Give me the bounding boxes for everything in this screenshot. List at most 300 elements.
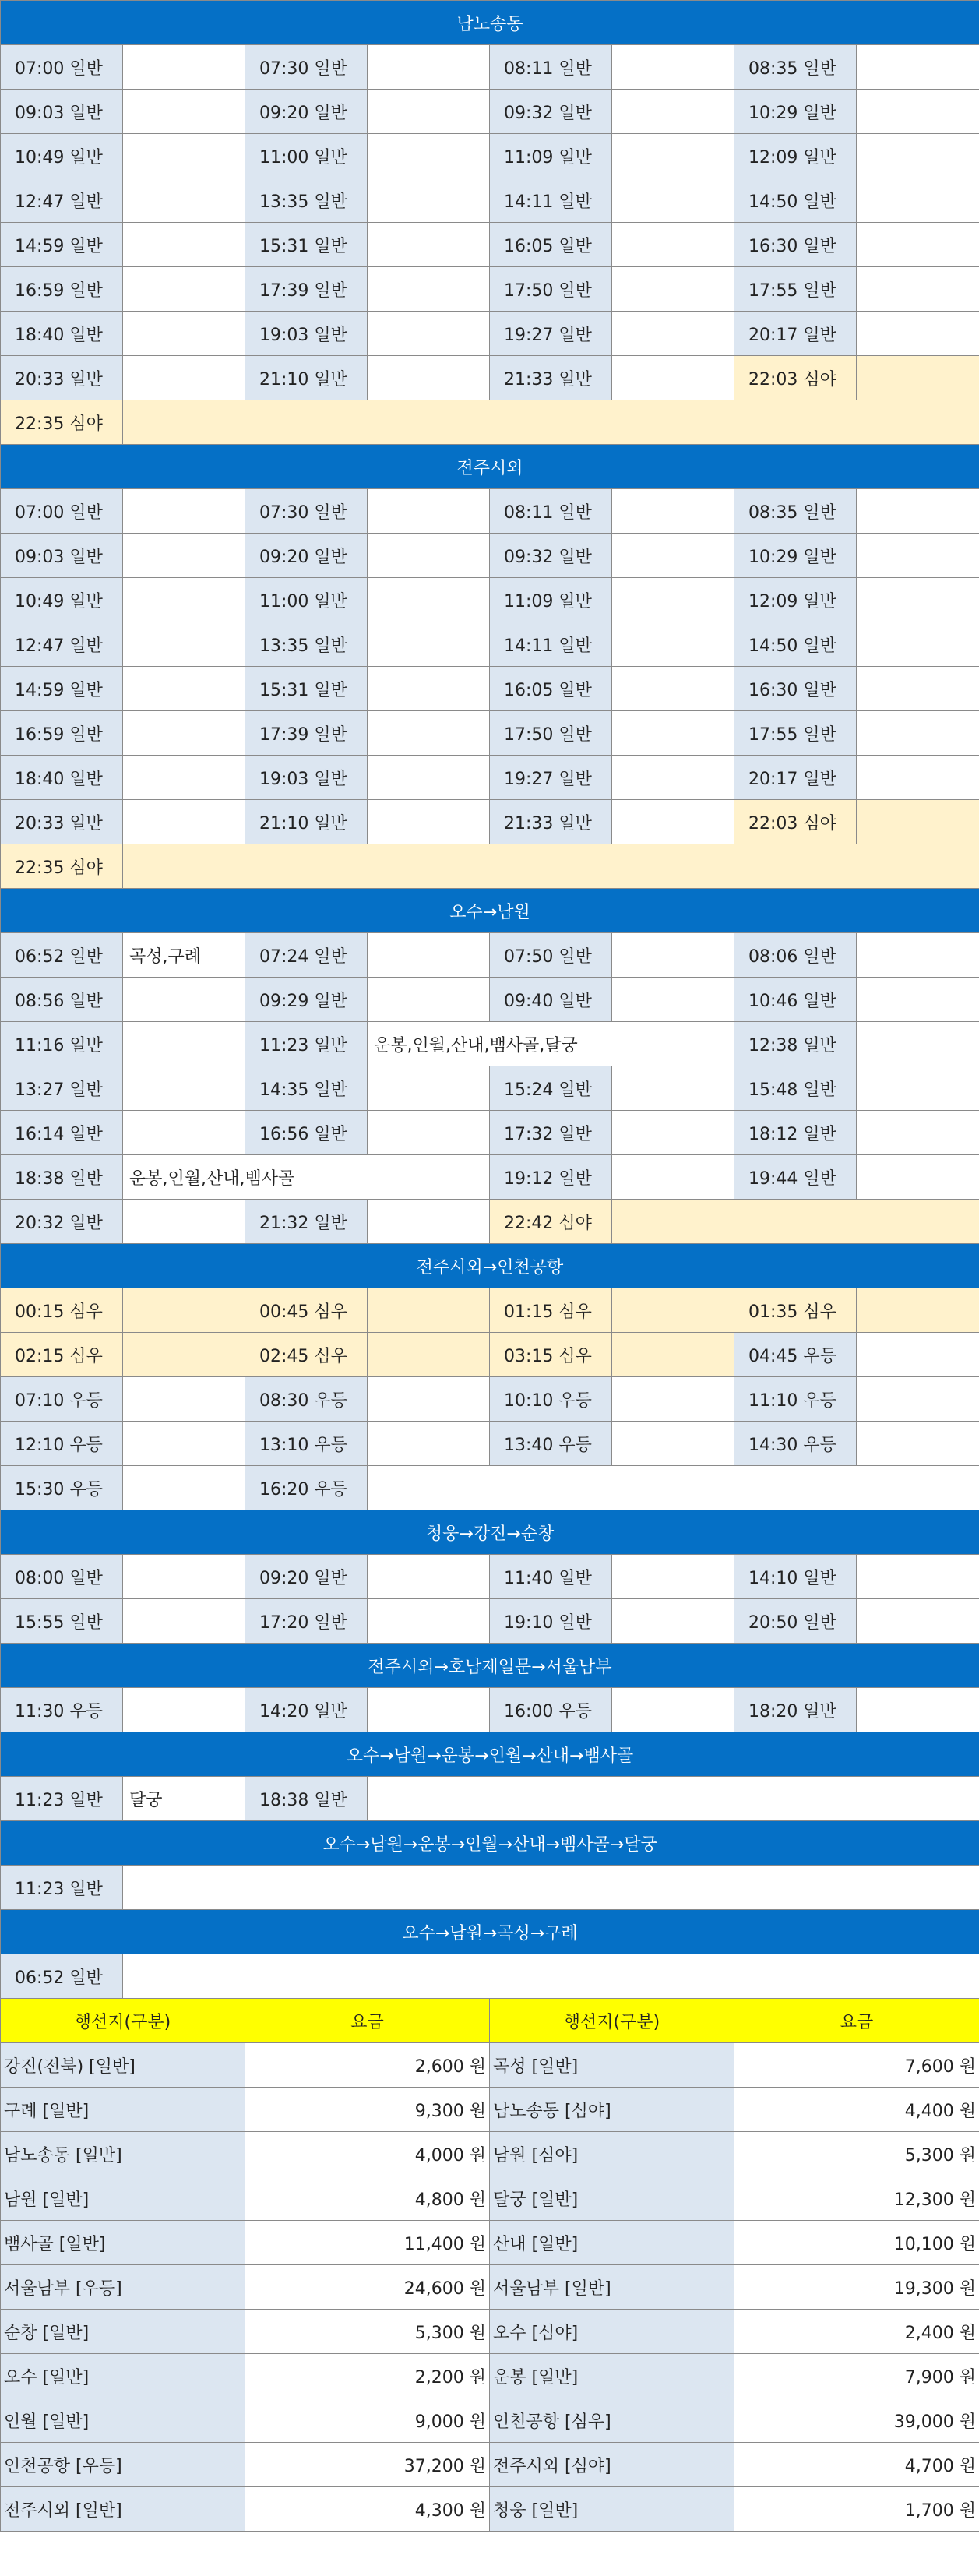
- route-note: [123, 578, 245, 622]
- schedule-row: [1, 1954, 979, 1999]
- route-note: [368, 1599, 490, 1644]
- section-title: 청웅→강진→순창: [1, 1510, 979, 1555]
- route-note: [857, 667, 979, 711]
- schedule-row: [1, 90, 979, 134]
- section-title: 오수→남원→운봉→인월→산내→뱀사골→달궁: [1, 1821, 979, 1866]
- route-note: [857, 489, 979, 534]
- route-note: [123, 534, 245, 578]
- route-note: [368, 1466, 979, 1510]
- schedule-row: [1, 1377, 979, 1422]
- route-note: [612, 1555, 734, 1599]
- fare-row: [1, 2487, 979, 2532]
- route-note: [368, 356, 490, 400]
- route-note: [612, 1066, 734, 1111]
- departure-time: 09:29 일반: [245, 978, 368, 1022]
- departure-time: 08:06 일반: [734, 933, 857, 978]
- route-note: [857, 1288, 979, 1333]
- route-note: [123, 1555, 245, 1599]
- route-note: [368, 489, 490, 534]
- route-note: [857, 1599, 979, 1644]
- route-note: [123, 400, 979, 445]
- fare-destination: 오수 [심야]: [490, 2310, 734, 2354]
- schedule-row: [1, 400, 979, 445]
- departure-time: 07:50 일반: [490, 933, 612, 978]
- fare-price: 2,400 원: [734, 2310, 979, 2354]
- departure-time: 07:30 일반: [245, 45, 368, 90]
- schedule-row: [1, 45, 979, 90]
- departure-time: 12:09 일반: [734, 578, 857, 622]
- departure-time: 14:50 일반: [734, 622, 857, 667]
- fare-price: 5,300 원: [245, 2310, 490, 2354]
- departure-time: 14:11 일반: [490, 178, 612, 223]
- fare-price: 10,100 원: [734, 2221, 979, 2265]
- fare-price: 37,200 원: [245, 2443, 490, 2487]
- departure-time: 06:52 일반: [1, 933, 123, 978]
- departure-time: 02:15 심우: [1, 1333, 123, 1377]
- route-note: [123, 1599, 245, 1644]
- departure-time: 21:10 일반: [245, 800, 368, 844]
- departure-time: 08:35 일반: [734, 45, 857, 90]
- departure-time: 07:10 우등: [1, 1377, 123, 1422]
- departure-time: 21:10 일반: [245, 356, 368, 400]
- departure-time: 16:59 일반: [1, 711, 123, 756]
- route-note: 운봉,인월,산내,뱀사골: [123, 1155, 490, 1200]
- schedule-row: [1, 933, 979, 978]
- schedule-row: [1, 134, 979, 178]
- route-note: [612, 356, 734, 400]
- departure-time: 17:55 일반: [734, 711, 857, 756]
- departure-time: 01:15 심우: [490, 1288, 612, 1333]
- schedule-row: [1, 178, 979, 223]
- schedule-row: [1, 1288, 979, 1333]
- route-note: [612, 1688, 734, 1732]
- fare-destination: 서울남부 [일반]: [490, 2265, 734, 2310]
- departure-time: 11:23 일반: [1, 1866, 123, 1910]
- fare-price: 2,200 원: [245, 2354, 490, 2398]
- departure-time: 22:35 심야: [1, 844, 123, 889]
- route-note: 달궁: [123, 1777, 245, 1821]
- fare-price-header: 요금: [734, 1999, 979, 2043]
- departure-time: 08:00 일반: [1, 1555, 123, 1599]
- route-note: [612, 622, 734, 667]
- departure-time: 15:31 일반: [245, 667, 368, 711]
- route-note: [857, 1066, 979, 1111]
- departure-time: 09:20 일반: [245, 1555, 368, 1599]
- fare-row: [1, 2088, 979, 2132]
- departure-time: 01:35 심우: [734, 1288, 857, 1333]
- route-note: [123, 1333, 245, 1377]
- fare-price: 5,300 원: [734, 2132, 979, 2176]
- route-note: [123, 711, 245, 756]
- fare-destination-header: 행선지(구분): [490, 1999, 734, 2043]
- departure-time: 09:32 일반: [490, 534, 612, 578]
- departure-time: 10:10 우등: [490, 1377, 612, 1422]
- route-note: 곡성,구례: [123, 933, 245, 978]
- departure-time: 19:10 일반: [490, 1599, 612, 1644]
- section-header-row: [1, 1644, 979, 1688]
- fare-destination: 순창 [일반]: [1, 2310, 245, 2354]
- section-header-row: [1, 1821, 979, 1866]
- fare-destination: 남원 [심야]: [490, 2132, 734, 2176]
- route-note: [123, 1377, 245, 1422]
- schedule-row: [1, 223, 979, 267]
- departure-time: 15:30 우등: [1, 1466, 123, 1510]
- route-note: 운봉,인월,산내,뱀사골,달궁: [368, 1022, 734, 1066]
- route-note: [368, 1333, 490, 1377]
- route-note: [123, 45, 245, 90]
- fare-destination: 청웅 [일반]: [490, 2487, 734, 2532]
- fare-price: 4,000 원: [245, 2132, 490, 2176]
- schedule-row: [1, 578, 979, 622]
- route-note: [368, 1200, 490, 1244]
- departure-time: 12:38 일반: [734, 1022, 857, 1066]
- route-note: [612, 1422, 734, 1466]
- route-note: [857, 178, 979, 223]
- route-note: [123, 1422, 245, 1466]
- section-header-row: [1, 1244, 979, 1288]
- departure-time: 22:42 심야: [490, 1200, 612, 1244]
- route-note: [123, 312, 245, 356]
- route-note: [612, 178, 734, 223]
- departure-time: 11:23 일반: [245, 1022, 368, 1066]
- route-note: [857, 1155, 979, 1200]
- departure-time: 13:10 우등: [245, 1422, 368, 1466]
- route-note: [857, 756, 979, 800]
- departure-time: 08:11 일반: [490, 489, 612, 534]
- section-header-row: [1, 1510, 979, 1555]
- fare-destination: 남노송동 [심야]: [490, 2088, 734, 2132]
- route-note: [368, 267, 490, 312]
- departure-time: 11:23 일반: [1, 1777, 123, 1821]
- route-note: [612, 534, 734, 578]
- route-note: [123, 1066, 245, 1111]
- departure-time: 18:38 일반: [1, 1155, 123, 1200]
- section-header-row: [1, 445, 979, 489]
- route-note: [857, 223, 979, 267]
- departure-time: 17:39 일반: [245, 711, 368, 756]
- route-note: [368, 223, 490, 267]
- departure-time: 21:33 일반: [490, 356, 612, 400]
- departure-time: 19:27 일반: [490, 756, 612, 800]
- departure-time: 15:31 일반: [245, 223, 368, 267]
- section-title: 오수→남원: [1, 889, 979, 933]
- departure-time: 20:33 일반: [1, 800, 123, 844]
- fare-price-header: 요금: [245, 1999, 490, 2043]
- departure-time: 17:20 일반: [245, 1599, 368, 1644]
- departure-time: 18:12 일반: [734, 1111, 857, 1155]
- route-note: [857, 711, 979, 756]
- section-title: 전주시외→인천공항: [1, 1244, 979, 1288]
- departure-time: 08:30 우등: [245, 1377, 368, 1422]
- departure-time: 10:46 일반: [734, 978, 857, 1022]
- fare-price: 9,300 원: [245, 2088, 490, 2132]
- departure-time: 19:03 일반: [245, 756, 368, 800]
- fare-price: 12,300 원: [734, 2176, 979, 2221]
- departure-time: 09:20 일반: [245, 90, 368, 134]
- route-note: [857, 978, 979, 1022]
- fare-destination: 곡성 [일반]: [490, 2043, 734, 2088]
- route-note: [123, 356, 245, 400]
- route-note: [368, 1111, 490, 1155]
- schedule-row: [1, 1022, 979, 1066]
- fare-destination: 인천공항 [우등]: [1, 2443, 245, 2487]
- fare-row: [1, 2354, 979, 2398]
- departure-time: 03:15 심우: [490, 1333, 612, 1377]
- schedule-row: [1, 1200, 979, 1244]
- route-note: [857, 356, 979, 400]
- route-note: [612, 711, 734, 756]
- route-note: [857, 45, 979, 90]
- fare-destination-header: 행선지(구분): [1, 1999, 245, 2043]
- fare-destination: 남원 [일반]: [1, 2176, 245, 2221]
- section-title: 오수→남원→운봉→인월→산내→뱀사골: [1, 1732, 979, 1777]
- route-note: [368, 800, 490, 844]
- departure-time: 11:00 일반: [245, 134, 368, 178]
- route-note: [857, 800, 979, 844]
- route-note: [123, 134, 245, 178]
- schedule-row: [1, 489, 979, 534]
- departure-time: 19:03 일반: [245, 312, 368, 356]
- route-note: [368, 1377, 490, 1422]
- route-note: [857, 622, 979, 667]
- fare-destination: 서울남부 [우등]: [1, 2265, 245, 2310]
- fare-price: 24,600 원: [245, 2265, 490, 2310]
- departure-time: 16:30 일반: [734, 667, 857, 711]
- schedule-row: [1, 356, 979, 400]
- route-note: [612, 312, 734, 356]
- departure-time: 11:40 일반: [490, 1555, 612, 1599]
- departure-time: 17:32 일반: [490, 1111, 612, 1155]
- departure-time: 16:20 우등: [245, 1466, 368, 1510]
- fare-price: 11,400 원: [245, 2221, 490, 2265]
- route-note: [612, 1333, 734, 1377]
- departure-time: 14:30 우등: [734, 1422, 857, 1466]
- route-note: [612, 667, 734, 711]
- departure-time: 07:00 일반: [1, 45, 123, 90]
- route-note: [368, 45, 490, 90]
- fare-destination: 인월 [일반]: [1, 2398, 245, 2443]
- route-note: [612, 800, 734, 844]
- section-header-row: [1, 1910, 979, 1954]
- route-note: [368, 578, 490, 622]
- departure-time: 10:29 일반: [734, 90, 857, 134]
- schedule-row: [1, 1422, 979, 1466]
- departure-time: 20:17 일반: [734, 756, 857, 800]
- departure-time: 04:45 우등: [734, 1333, 857, 1377]
- departure-time: 16:59 일반: [1, 267, 123, 312]
- route-note: [612, 1200, 979, 1244]
- departure-time: 06:52 일반: [1, 1954, 123, 1999]
- route-note: [857, 1111, 979, 1155]
- departure-time: 07:00 일반: [1, 489, 123, 534]
- schedule-row: [1, 1599, 979, 1644]
- departure-time: 16:56 일반: [245, 1111, 368, 1155]
- departure-time: 10:49 일반: [1, 134, 123, 178]
- route-note: [612, 1377, 734, 1422]
- departure-time: 15:55 일반: [1, 1599, 123, 1644]
- fare-price: 7,600 원: [734, 2043, 979, 2088]
- route-note: [368, 534, 490, 578]
- section-header-row: [1, 1732, 979, 1777]
- route-note: [612, 1599, 734, 1644]
- schedule-row: [1, 1688, 979, 1732]
- fare-destination: 구례 [일반]: [1, 2088, 245, 2132]
- route-note: [123, 267, 245, 312]
- schedule-row: [1, 312, 979, 356]
- section-header-row: [1, 1, 979, 45]
- route-note: [368, 933, 490, 978]
- departure-time: 14:35 일반: [245, 1066, 368, 1111]
- departure-time: 11:09 일반: [490, 134, 612, 178]
- route-note: [123, 1466, 245, 1510]
- route-note: [368, 622, 490, 667]
- departure-time: 17:55 일반: [734, 267, 857, 312]
- departure-time: 19:12 일반: [490, 1155, 612, 1200]
- departure-time: 21:32 일반: [245, 1200, 368, 1244]
- route-note: [857, 134, 979, 178]
- schedule-row: [1, 1777, 979, 1821]
- schedule-row: [1, 267, 979, 312]
- departure-time: 09:03 일반: [1, 534, 123, 578]
- route-note: [857, 1333, 979, 1377]
- departure-time: 22:03 심야: [734, 800, 857, 844]
- fare-price: 39,000 원: [734, 2398, 979, 2443]
- route-note: [368, 1555, 490, 1599]
- schedule-row: [1, 978, 979, 1022]
- schedule-row: [1, 1866, 979, 1910]
- departure-time: 09:03 일반: [1, 90, 123, 134]
- route-note: [612, 489, 734, 534]
- departure-time: 15:24 일반: [490, 1066, 612, 1111]
- fare-row: [1, 2310, 979, 2354]
- fare-destination: 운봉 [일반]: [490, 2354, 734, 2398]
- schedule-row: [1, 622, 979, 667]
- departure-time: 08:56 일반: [1, 978, 123, 1022]
- departure-time: 12:47 일반: [1, 622, 123, 667]
- route-note: [612, 223, 734, 267]
- departure-time: 09:40 일반: [490, 978, 612, 1022]
- route-note: [368, 134, 490, 178]
- route-note: [123, 756, 245, 800]
- departure-time: 22:03 심야: [734, 356, 857, 400]
- fare-row: [1, 2398, 979, 2443]
- departure-time: 18:20 일반: [734, 1688, 857, 1732]
- route-note: [123, 489, 245, 534]
- fare-destination: 남노송동 [일반]: [1, 2132, 245, 2176]
- fare-destination: 달궁 [일반]: [490, 2176, 734, 2221]
- route-note: [368, 667, 490, 711]
- route-note: [123, 178, 245, 223]
- departure-time: 14:50 일반: [734, 178, 857, 223]
- route-note: [123, 1111, 245, 1155]
- fare-destination: 강진(전북) [일반]: [1, 2043, 245, 2088]
- route-note: [612, 1111, 734, 1155]
- schedule-row: [1, 1155, 979, 1200]
- departure-time: 14:11 일반: [490, 622, 612, 667]
- route-note: [368, 1288, 490, 1333]
- departure-time: 20:32 일반: [1, 1200, 123, 1244]
- departure-time: 17:50 일반: [490, 711, 612, 756]
- section-title: 전주시외→호남제일문→서울남부: [1, 1644, 979, 1688]
- schedule-row: [1, 756, 979, 800]
- fare-price: 1,700 원: [734, 2487, 979, 2532]
- route-note: [123, 1200, 245, 1244]
- fare-row: [1, 2265, 979, 2310]
- departure-time: 13:40 우등: [490, 1422, 612, 1466]
- departure-time: 20:50 일반: [734, 1599, 857, 1644]
- departure-time: 13:35 일반: [245, 622, 368, 667]
- route-note: [368, 1688, 490, 1732]
- route-note: [368, 1777, 979, 1821]
- schedule-row: [1, 800, 979, 844]
- fare-destination: 뱀사골 [일반]: [1, 2221, 245, 2265]
- fare-row: [1, 2043, 979, 2088]
- schedule-row: [1, 844, 979, 889]
- departure-time: 16:30 일반: [734, 223, 857, 267]
- departure-time: 10:29 일반: [734, 534, 857, 578]
- departure-time: 09:32 일반: [490, 90, 612, 134]
- route-note: [368, 1422, 490, 1466]
- schedule-row: [1, 1555, 979, 1599]
- departure-time: 12:47 일반: [1, 178, 123, 223]
- route-note: [857, 1555, 979, 1599]
- departure-time: 17:39 일반: [245, 267, 368, 312]
- fare-price: 4,800 원: [245, 2176, 490, 2221]
- route-note: [612, 90, 734, 134]
- route-note: [612, 933, 734, 978]
- fare-price: 9,000 원: [245, 2398, 490, 2443]
- schedule-row: [1, 1066, 979, 1111]
- fare-price: 4,300 원: [245, 2487, 490, 2532]
- route-note: [612, 978, 734, 1022]
- departure-time: 18:38 일반: [245, 1777, 368, 1821]
- schedule-row: [1, 667, 979, 711]
- fare-destination: 전주시외 [심야]: [490, 2443, 734, 2487]
- fare-header-row: [1, 1999, 979, 2043]
- departure-time: 07:30 일반: [245, 489, 368, 534]
- schedule-row: [1, 1466, 979, 1510]
- departure-time: 09:20 일반: [245, 534, 368, 578]
- departure-time: 21:33 일반: [490, 800, 612, 844]
- departure-time: 13:27 일반: [1, 1066, 123, 1111]
- route-note: [123, 978, 245, 1022]
- route-note: [123, 1866, 979, 1910]
- route-note: [612, 1288, 734, 1333]
- fare-row: [1, 2221, 979, 2265]
- route-note: [368, 312, 490, 356]
- departure-time: 11:30 우등: [1, 1688, 123, 1732]
- departure-time: 11:09 일반: [490, 578, 612, 622]
- departure-time: 16:14 일반: [1, 1111, 123, 1155]
- route-note: [123, 1688, 245, 1732]
- route-note: [857, 267, 979, 312]
- departure-time: 08:35 일반: [734, 489, 857, 534]
- fare-destination: 산내 [일반]: [490, 2221, 734, 2265]
- departure-time: 11:00 일반: [245, 578, 368, 622]
- departure-time: 14:20 일반: [245, 1688, 368, 1732]
- route-note: [612, 578, 734, 622]
- departure-time: 22:35 심야: [1, 400, 123, 445]
- departure-time: 19:27 일반: [490, 312, 612, 356]
- departure-time: 10:49 일반: [1, 578, 123, 622]
- fare-price: 4,400 원: [734, 2088, 979, 2132]
- route-note: [368, 978, 490, 1022]
- section-title: 오수→남원→곡성→구례: [1, 1910, 979, 1954]
- route-note: [123, 800, 245, 844]
- schedule-row: [1, 711, 979, 756]
- section-title: 전주시외: [1, 445, 979, 489]
- departure-time: 19:44 일반: [734, 1155, 857, 1200]
